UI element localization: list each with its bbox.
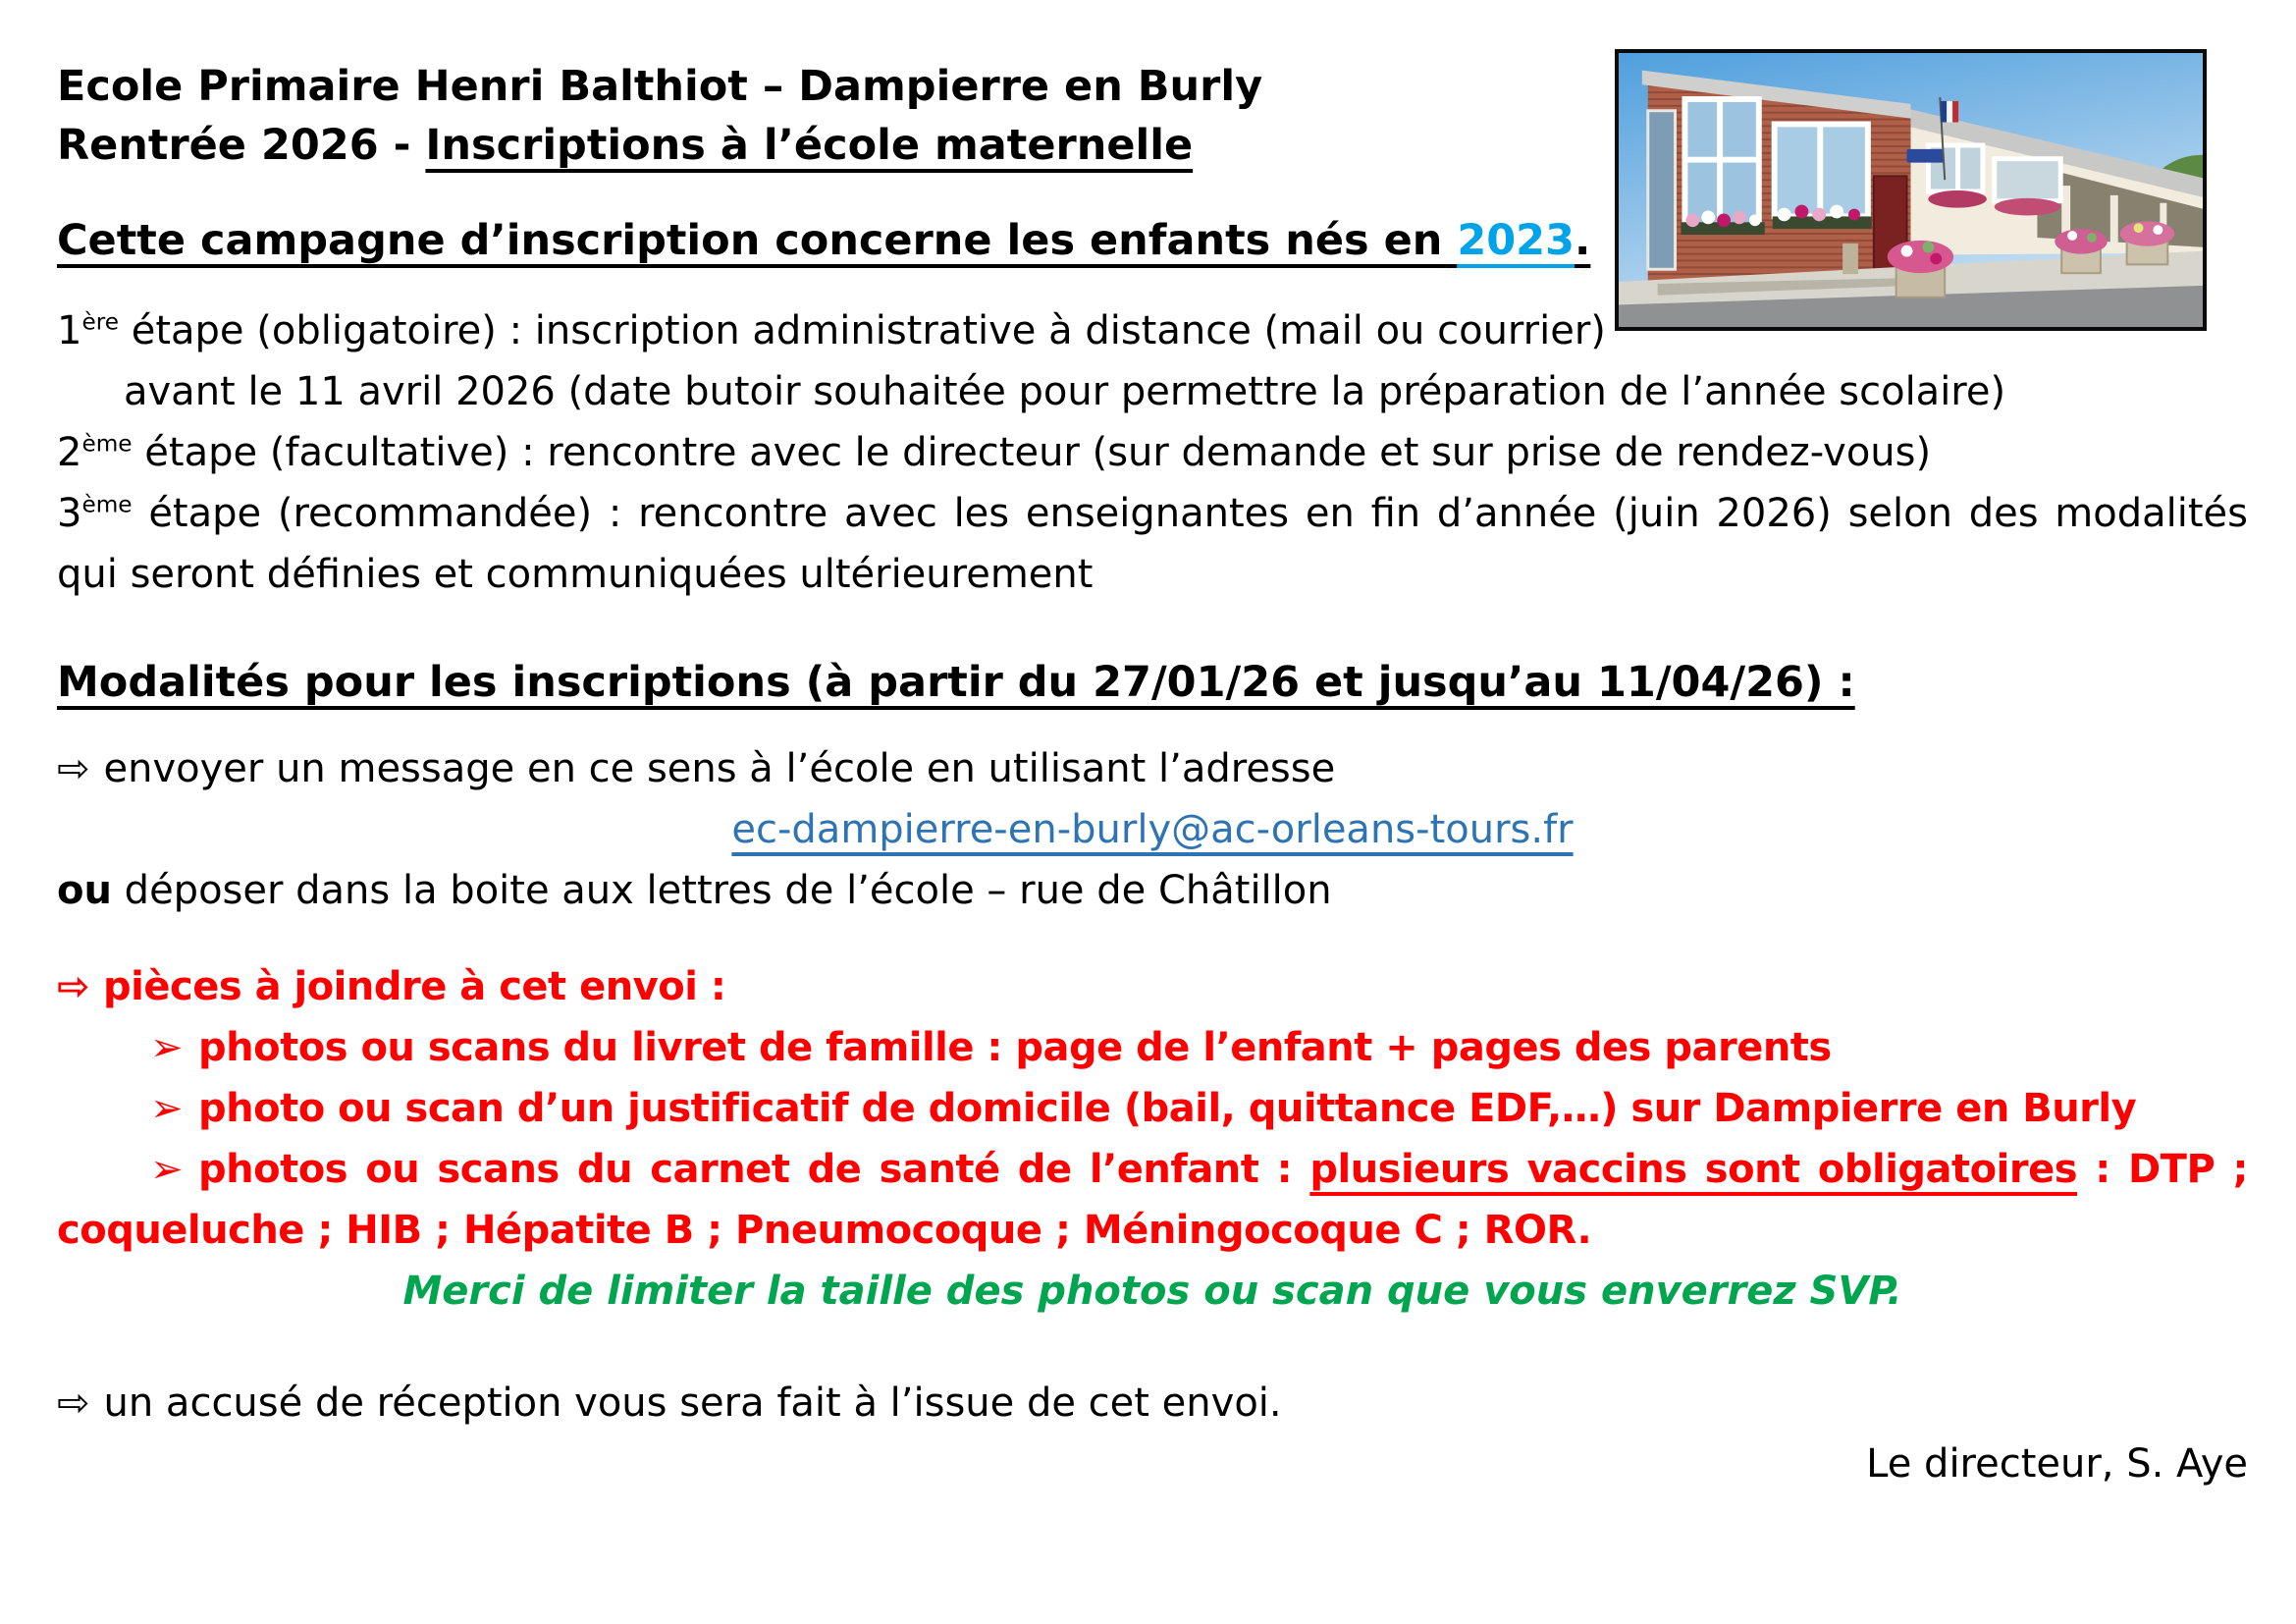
step-1-continuation: avant le 11 avril 2026 (date butoir souhaitée pour permettre la préparation de l’année scolaire) — [124, 369, 2006, 414]
triangle-bullet-icon: ➢ — [150, 1086, 184, 1131]
pieces-heading: ⇨ pièces à joindre à cet envoi : — [57, 964, 726, 1009]
modalites-heading: Modalités pour les inscriptions (à partir du 27/01/26 et jusqu’au 11/04/26) : — [57, 658, 1855, 707]
step-1-line: 1ère étape (obligatoire) : inscription administrative à distance (mail ou courrier) — [57, 308, 1606, 353]
size-note: Merci de limiter la taille des photos ou scan que vous enverrez SVP. — [402, 1269, 1902, 1314]
pieces-section — [57, 956, 2248, 1322]
step-2-line: 2ème étape (facultative) : rencontre avec le directeur (sur demande et sur prise de rendez-vous) — [57, 430, 1932, 475]
pieces-item-3: ➢ photos ou scans du carnet de santé de l’enfant : plusieurs vaccins sont obligatoires : DTP ; coqueluche ; HIB ; Hépatite B ; Pneumocoque ; Méningocoque C ; ROR. — [57, 1147, 2249, 1253]
send-section — [57, 738, 2248, 921]
signature: Le directeur, S. Aye — [1866, 1441, 2248, 1487]
vaccines-underlined: plusieurs vaccins sont obligatoires — [1309, 1147, 2078, 1192]
deposit-instruction: ou déposer dans la boite aux lettres de l’école – rue de Châtillon — [57, 868, 1332, 913]
pieces-item-2: ➢ photo ou scan d’un justificatif de domicile (bail, quittance EDF,…) sur Dampierre en Burly — [150, 1086, 2137, 1131]
arrow-bullet-icon: ⇨ — [57, 1380, 90, 1426]
document-header — [57, 57, 1569, 175]
arrow-bullet-icon: ⇨ — [57, 964, 90, 1009]
send-instruction: ⇨ envoyer un message en ce sens à l’école en utilisant l’adresse — [57, 746, 1336, 791]
footer-section — [57, 1373, 2248, 1494]
triangle-bullet-icon: ➢ — [150, 1025, 184, 1070]
page-title: Ecole Primaire Henri Balthiot – Dampierre en Burly — [57, 62, 1263, 111]
birth-year: 2023 — [1457, 216, 1575, 265]
document-body — [57, 29, 2248, 1494]
ack-instruction: ⇨ un accusé de réception vous sera fait à l’issue de cet envoi. — [57, 1380, 1282, 1426]
campaign-heading: Cette campagne d’inscription concerne les enfants nés en 2023. — [57, 216, 1591, 265]
arrow-bullet-icon: ⇨ — [57, 746, 90, 791]
email-line — [57, 799, 2248, 860]
step-3-line: 3ème étape (recommandée) : rencontre avec les enseignantes en fin d’année (juin 2026) selon des modalités qui seront définies et communiquées ultérieurement — [57, 491, 2248, 597]
triangle-bullet-icon: ➢ — [150, 1147, 184, 1192]
email-link[interactable]: ec-dampierre-en-burly@ac-orleans-tours.fr — [731, 807, 1574, 852]
pieces-item-1: ➢ photos ou scans du livret de famille : page de l’enfant + pages des parents — [150, 1025, 1832, 1070]
steps-section — [57, 300, 2248, 605]
page-subtitle: Rentrée 2026 - Inscriptions à l’école maternelle — [57, 121, 1194, 170]
subtitle-underlined: Inscriptions à l’école maternelle — [425, 121, 1194, 170]
